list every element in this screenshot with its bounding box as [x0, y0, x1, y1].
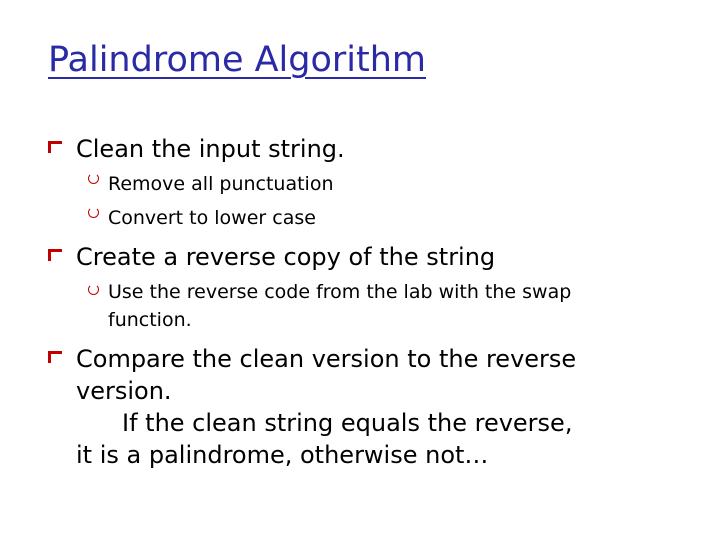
open-circle-bullet-icon — [88, 173, 99, 184]
bullet-text-line1: Compare the clean version to the reverse version. — [76, 345, 577, 405]
sub-bullet-text: Remove all punctuation — [108, 173, 334, 195]
bullet-text: Clean the input string. — [76, 135, 345, 163]
square-bullet-icon — [48, 141, 62, 153]
sub-bullet-item — [88, 201, 688, 235]
square-bullet-icon — [48, 351, 62, 363]
bullet-item-clean — [48, 133, 688, 165]
bullet-text-line3: it is a palindrome, otherwise not… — [76, 441, 489, 469]
sub-bullet-item — [88, 278, 608, 334]
square-bullet-icon — [48, 249, 62, 261]
sub-bullet-text: Use the reverse code from the lab with the swap function. — [108, 281, 572, 331]
open-circle-bullet-icon — [88, 207, 99, 218]
bullet-text-line2: If the clean string equals the reverse, — [122, 409, 573, 437]
slide-title: Palindrome Algorithm — [48, 40, 427, 80]
sub-bullet-text: Convert to lower case — [108, 207, 316, 229]
bullet-item-compare — [48, 343, 638, 471]
bullet-text: Create a reverse copy of the string — [76, 243, 496, 271]
sub-bullet-item — [88, 167, 688, 201]
open-circle-bullet-icon — [88, 284, 99, 295]
bullet-item-reverse — [48, 241, 688, 273]
